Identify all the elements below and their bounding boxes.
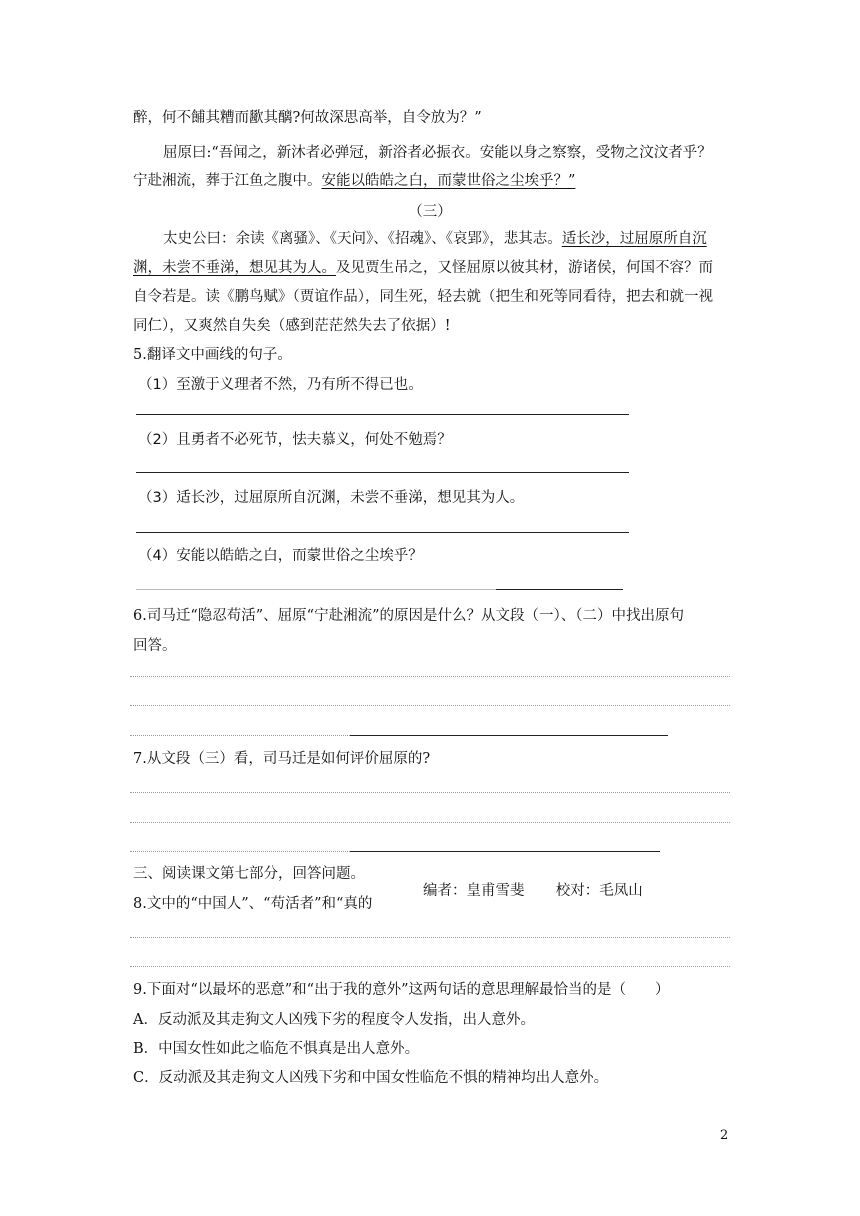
question-9: 9.下面对“以最坏的恶意”和“出于我的意外”这两句话的意思理解最恰当的是（ ） [133,982,670,998]
passage2-line1: 醉，何不餔其糟而歠其醨?何故深思高举，自令放为？” [133,110,482,126]
underlined-sentence-3b: 渊，未尝不垂涕，想见其为人。 [133,260,336,276]
question-6-line1: 6.司马迁“隐忍苟活”、屈原“宁赴湘流”的原因是什么？从文段（一）、（二）中找出原句 [133,608,684,624]
question-5: 5.翻译文中画线的句子。 [133,347,292,363]
section-three-heading: 三、阅读课文第七部分，回答问题。 [133,866,365,882]
answer-line-q5-4a [136,589,496,590]
answer-line-q5-3 [136,532,629,533]
answer-line-q8-1 [130,937,730,938]
q9-option-b: B．中国女性如此之临危不惧真是出人意外。 [133,1041,420,1057]
passage2-line3-text: 宁赴湘流，葬于江鱼之腹中。 [133,173,322,189]
q5-item-1: （1）至激于义理者不然，乃有所不得已也。 [138,377,423,393]
underlined-sentence-4: 安能以皓皓之白，而蒙世俗之尘埃乎？” [321,173,576,189]
q5-item-2: （2）且勇者不必死节，怯夫慕义，何处不勉焉？ [138,432,452,448]
q9-option-c: C．反动派及其走狗文人凶残下劣和中国女性临危不惧的精神均出人意外。 [133,1070,609,1086]
answer-line-q7-3b [350,851,660,852]
passage3-line2 [133,258,713,278]
answer-line-q5-4b [496,589,623,590]
underlined-sentence-3a: 适长沙，过屈原所自沉 [561,231,707,247]
q5-item-4: （4）安能以皓皓之白，而蒙世俗之尘埃乎？ [138,548,423,564]
answer-line-q7-2 [130,822,730,823]
editor-credit: 编者：皇甫雪斐 [423,883,525,899]
passage3-line2-text: 及见贾生吊之，又怪屈原以彼其材，游诸侯，何国不容？而 [336,260,713,276]
question-7: 7.从文段（三）看，司马迁是如何评价屈原的? [133,751,431,767]
page-number: 2 [720,1128,729,1143]
answer-line-q6-3b [350,735,668,736]
passage2-line3 [133,171,575,191]
passage3-line1 [163,229,707,249]
answer-line-q5-1 [136,414,629,415]
answer-line-q6-2 [130,705,730,706]
proofreader-credit: 校对：毛凤山 [555,883,643,899]
passage2-line2: 屈原曰:“吾闻之，新沐者必弹冠，新浴者必振衣。安能以身之察察，受物之汶汶者乎？ [163,145,712,161]
credits-box [423,880,653,906]
answer-line-q6-1 [130,676,730,677]
answer-line-q6-3a [130,735,350,736]
answer-line-q5-2 [136,472,629,473]
q9-option-a: A．反动派及其走狗文人凶残下劣的程度令人发指，出人意外。 [133,1012,535,1028]
passage3-line3: 自令若是。读《鹏鸟赋》（贾谊作品），同生死，轻去就（把生和死等同看待，把去和就一视 [133,289,713,305]
passage3-line1-text: 太史公曰：余读《离骚》、《天问》、《招魂》、《哀郢》，悲其志。 [163,231,562,247]
answer-line-q8-2 [130,966,730,967]
question-6-line2: 回答。 [133,638,177,654]
q5-item-3: （3）适长沙，过屈原所自沉渊，未尝不垂涕，想见其为人。 [138,490,525,506]
passage3-line4: 同仁），又爽然自失矣（感到茫茫然失去了依据）! [133,318,451,334]
question-8: 8.文中的“中国人”、“苟活者”和“真的 [133,896,373,912]
answer-line-q7-3a [130,851,350,852]
answer-line-q7-1 [130,792,730,793]
section-heading-3: （三） [408,204,452,220]
